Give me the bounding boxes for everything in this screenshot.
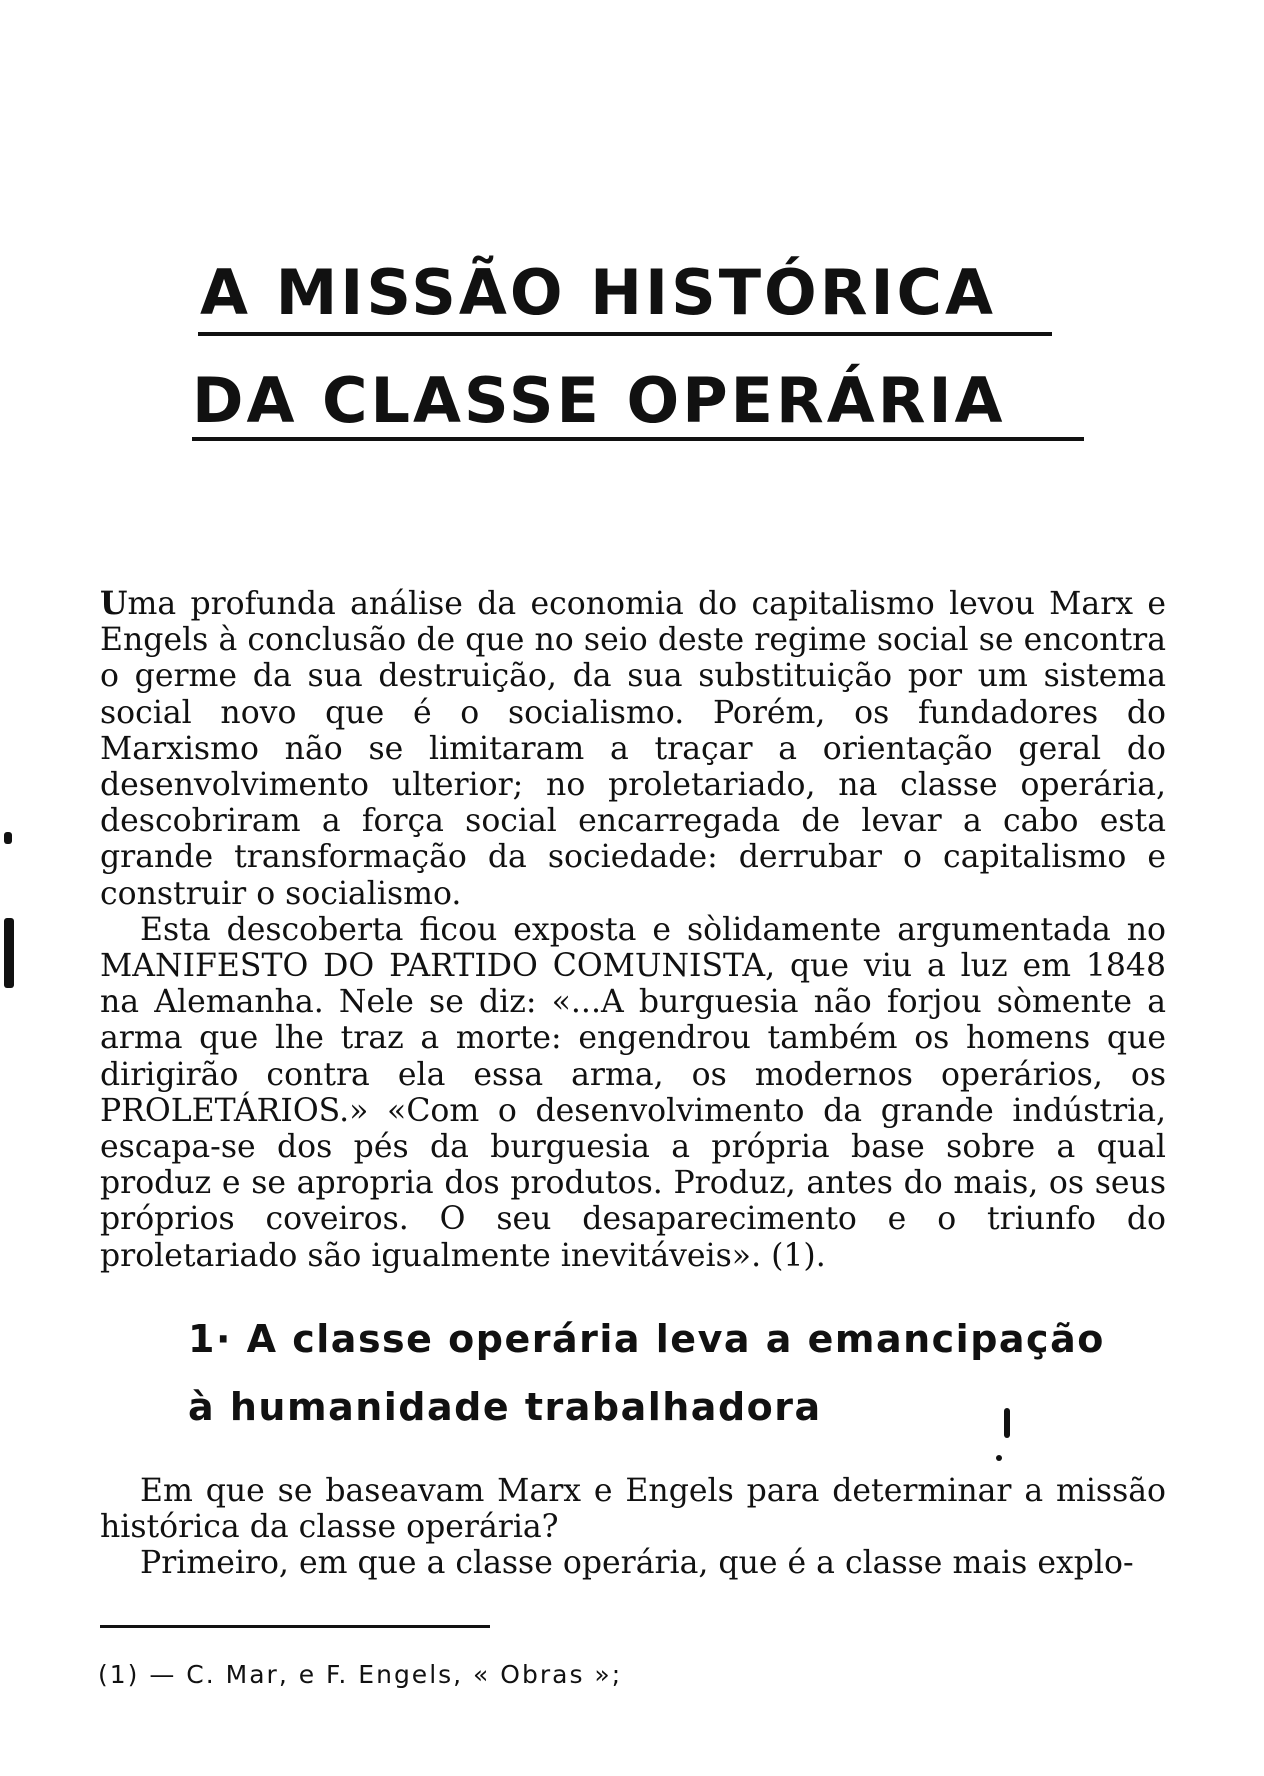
title-line-1: A MISSÃO HISTÓRICA (200, 256, 997, 329)
scan-speck (996, 1455, 1002, 1461)
scan-speck (1004, 1408, 1010, 1438)
intro-paragraph-2: Esta descoberta ficou exposta e sòlidamente argumentada no MANIFESTO DO PARTIDO COMUNISTA, que viu a luz em 1848 na Alemanha. Nele se diz: «...A burguesia não forjou sòmente a arma que lhe traz a morte: engendrou também os homens que dirigirão contra ela essa arma, os modernos operários, os PROLETÁRIOS.» «Com o desenvolvimento da grande indústria, escapa-se dos pés da burguesia a própria base sobre a qual produz e se apropria dos produtos. Produz, antes do mais, os seus próprios coveiros. O seu desaparecimento e o triunfo do proletariado são igualmente inevitáveis». (1). (100, 911, 1166, 1274)
footnote: (1) — C. Mar, e F. Engels, « Obras »; (98, 1660, 623, 1689)
section-paragraph-2: Primeiro, em que a classe operária, que é a classe mais explo- (140, 1545, 1134, 1582)
section-paragraph-1: Em que se baseavam Marx e Engels para determinar a missão histórica da classe operária? (100, 1473, 1166, 1546)
footnote-rule (100, 1625, 490, 1628)
title-line-2: DA CLASSE OPERÁRIA (192, 364, 1006, 437)
section-text (100, 1473, 1166, 1582)
intro-text (100, 586, 1166, 1274)
scan-speck (4, 832, 12, 844)
intro-paragraph-1 (100, 586, 1166, 912)
title-underline-2 (192, 437, 1084, 441)
section-heading: 1· A classe operária leva a emancipação à humanidade trabalhadora (188, 1317, 1105, 1429)
intro-paragraph-1-text: ma profunda análise da economia do capitalismo levou Marx e Engels à conclusão de que no seio deste regime social se encontra o germe da sua destruição, da sua substituição por um sistema social novo que é o socialismo. Porém, os fundadores do Marxismo não se limitaram a traçar a orientação geral do desenvolvimento ulterior; no proletariado, na classe operária, descobriram a força social encarregada de levar a cabo esta grande transformação da sociedade: derrubar o capitalismo e construir o socialismo. (100, 586, 1166, 912)
title-underline-1 (198, 332, 1052, 336)
scan-speck (4, 918, 14, 988)
drop-cap: U (100, 585, 128, 622)
